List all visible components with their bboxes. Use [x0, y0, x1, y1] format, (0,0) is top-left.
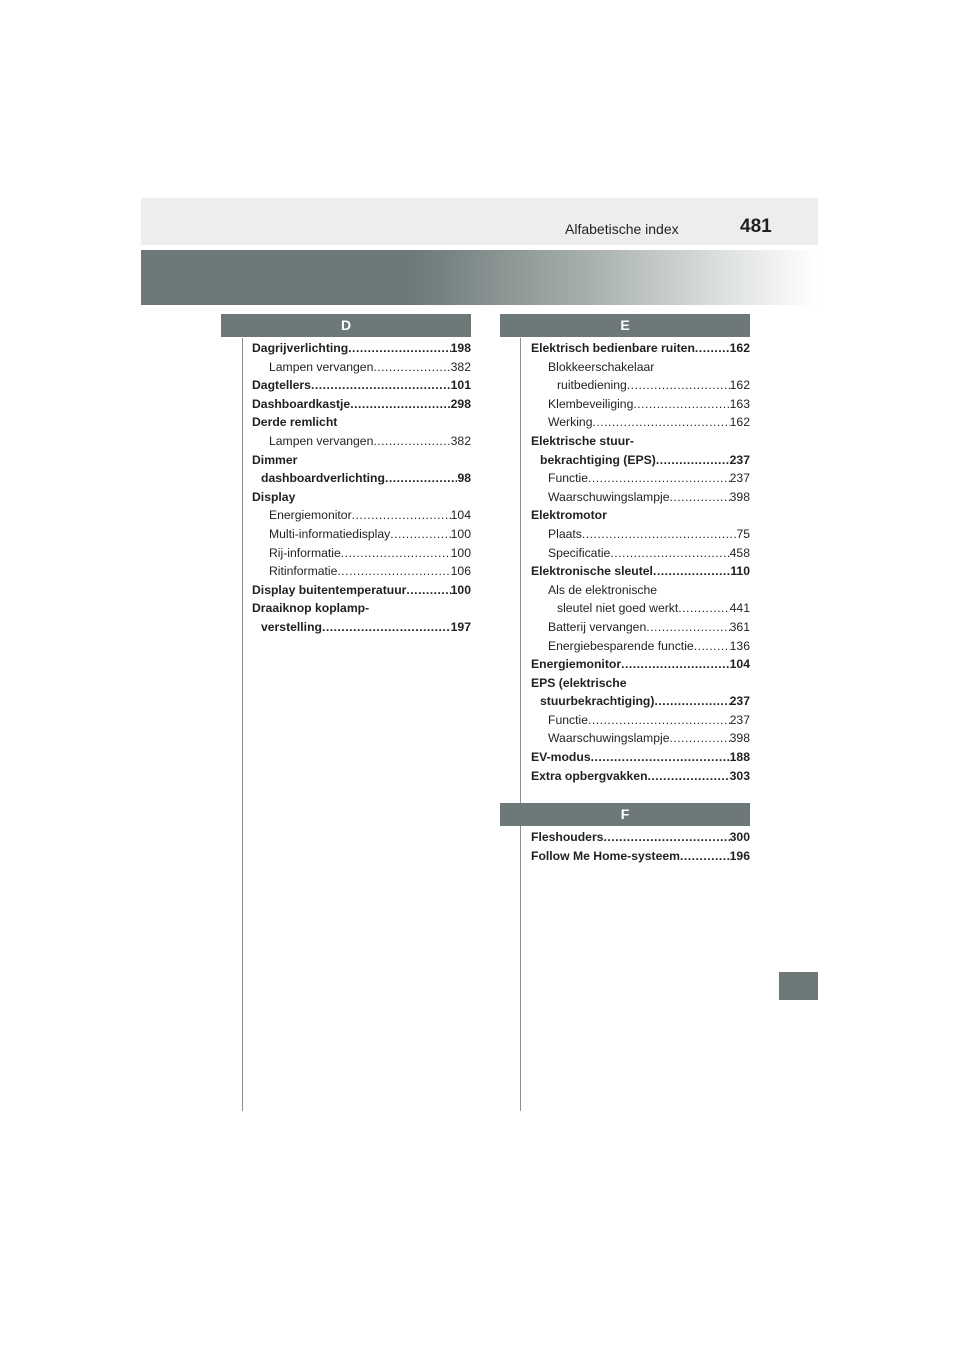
- index-entry: Elektrische stuur-: [531, 433, 634, 448]
- index-subentry: Blokkeerschakelaar: [548, 359, 655, 374]
- index-subentry[interactable]: Specificatie ..... 458: [531, 544, 750, 563]
- index-entry[interactable]: Follow Me Home-systeem ..... 196: [531, 847, 750, 866]
- index-subentry: Als de elektronische: [548, 582, 658, 597]
- index-list-d: [252, 339, 471, 637]
- column-rule-left: [242, 338, 243, 1111]
- index-entry: Derde remlicht: [252, 415, 338, 430]
- index-subentry[interactable]: Energiemonitor ..... 104: [252, 506, 471, 525]
- index-list-e: [531, 339, 750, 785]
- index-subentry[interactable]: Plaats ..... 75: [531, 525, 750, 544]
- index-entry[interactable]: Display buitentemperatuur ..... 100: [252, 581, 471, 600]
- section-header-f: F: [500, 803, 750, 826]
- index-entry: Draaiknop koplamp-: [252, 601, 370, 616]
- index-entry[interactable]: Energiemonitor ..... 104: [531, 655, 750, 674]
- index-subentry[interactable]: Batterij vervangen ..... 361: [531, 618, 750, 637]
- index-entry[interactable]: Elektronische sleutel ..... 110: [531, 562, 750, 581]
- section-header-d: D: [221, 314, 471, 337]
- index-subentry-continuation[interactable]: sleutel niet goed werkt ..... 441: [531, 599, 750, 618]
- section-header-e: E: [500, 314, 750, 337]
- index-entry[interactable]: Fleshouders ..... 300: [531, 828, 750, 847]
- page-title: Alfabetische index: [565, 221, 679, 237]
- index-subentry[interactable]: Rij-informatie ..... 100: [252, 544, 471, 563]
- index-subentry[interactable]: Ritinformatie ..... 106: [252, 562, 471, 581]
- page-number: 481: [740, 216, 772, 237]
- index-entry[interactable]: Elektrisch bedienbare ruiten ..... 162: [531, 339, 750, 358]
- column-rule-right: [520, 338, 521, 1111]
- index-entry[interactable]: Dagtellers ..... 101: [252, 376, 471, 395]
- index-list-f: [531, 828, 750, 865]
- index-entry: Elektromotor: [531, 508, 607, 523]
- index-entry[interactable]: EV-modus ..... 188: [531, 748, 750, 767]
- index-subentry[interactable]: Klembeveiliging ..... 163: [531, 395, 750, 414]
- index-entry-continuation[interactable]: dashboardverlichting ..... 98: [252, 469, 471, 488]
- index-entry[interactable]: Extra opbergvakken ..... 303: [531, 767, 750, 786]
- header-bar: [141, 198, 818, 245]
- index-subentry-continuation[interactable]: ruitbediening ..... 162: [531, 376, 750, 395]
- index-subentry[interactable]: Energiebesparende functie ..... 136: [531, 637, 750, 656]
- index-subentry[interactable]: Functie ..... 237: [531, 469, 750, 488]
- index-subentry[interactable]: Multi-informatiedisplay ..... 100: [252, 525, 471, 544]
- decorative-band: [141, 250, 818, 305]
- index-entry[interactable]: Dashboardkastje ..... 298: [252, 395, 471, 414]
- index-entry[interactable]: Dagrijverlichting ..... 198: [252, 339, 471, 358]
- index-subentry[interactable]: Lampen vervangen ..... 382: [252, 432, 471, 451]
- chapter-tab: [779, 972, 818, 1000]
- index-entry: Display: [252, 489, 296, 504]
- index-entry: Dimmer: [252, 452, 298, 467]
- index-entry-continuation[interactable]: verstelling ..... 197: [252, 618, 471, 637]
- index-subentry[interactable]: Lampen vervangen ..... 382: [252, 358, 471, 377]
- index-subentry[interactable]: Waarschuwingslampje ..... 398: [531, 729, 750, 748]
- index-entry-continuation[interactable]: stuurbekrachtiging) ..... 237: [531, 692, 750, 711]
- index-subentry[interactable]: Werking ..... 162: [531, 413, 750, 432]
- index-subentry[interactable]: Waarschuwingslampje ..... 398: [531, 488, 750, 507]
- index-entry-continuation[interactable]: bekrachtiging (EPS) ..... 237: [531, 451, 750, 470]
- index-entry: EPS (elektrische: [531, 675, 627, 690]
- index-subentry[interactable]: Functie ..... 237: [531, 711, 750, 730]
